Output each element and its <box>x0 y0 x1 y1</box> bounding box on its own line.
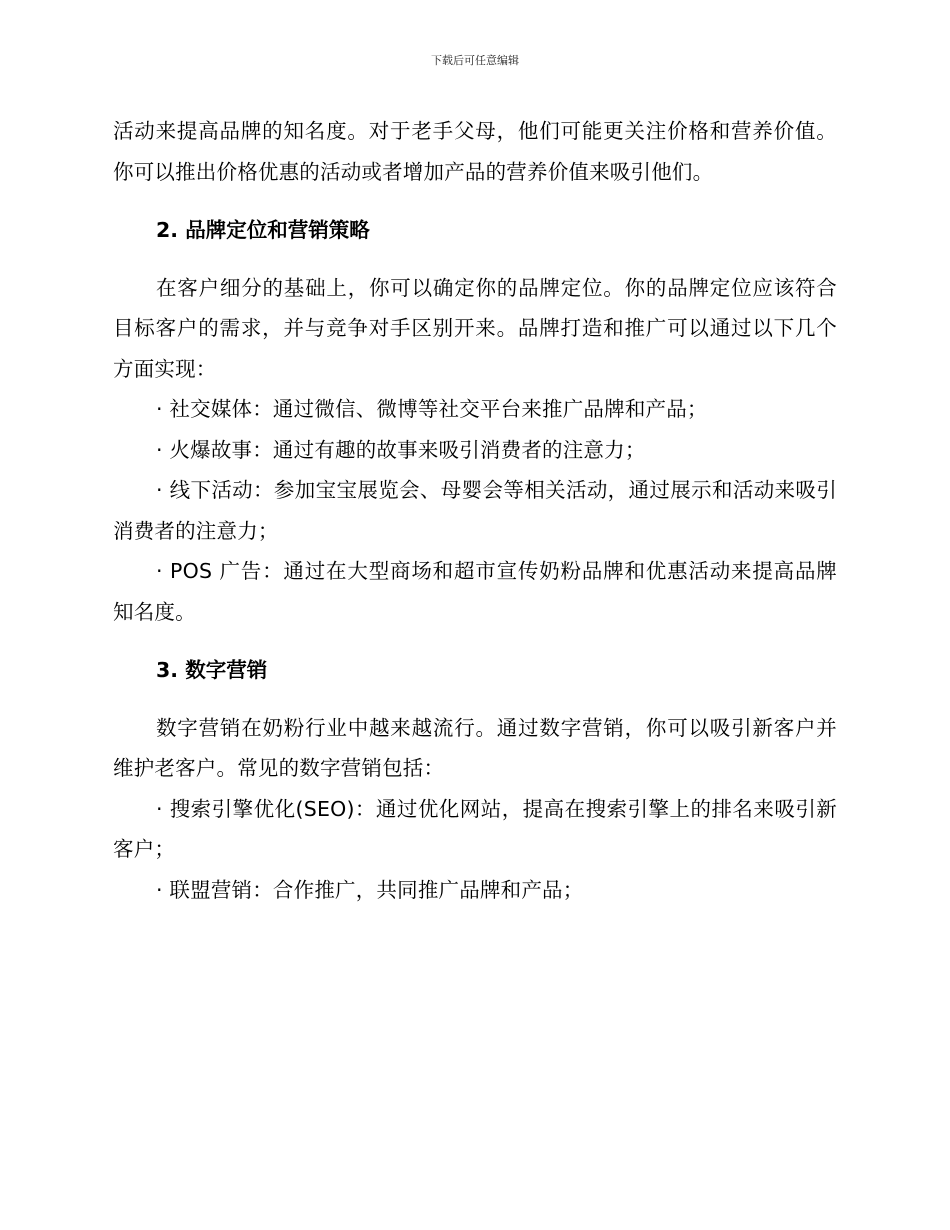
section-2-paragraph: 在客户细分的基础上，你可以确定你的品牌定位。你的品牌定位应该符合目标客户的需求，并与竞争对手区别开来。品牌打造和推广可以通过以下几个方面实现： <box>113 275 837 381</box>
bullet-viral-story: · 火爆故事：通过有趣的故事来吸引消费者的注意力； <box>156 437 646 462</box>
bullet-affiliate-marketing: · 联盟营销：合作推广，共同推广品牌和产品； <box>156 877 584 902</box>
section-3-paragraph: 数字营销在奶粉行业中越来越流行。通过数字营销，你可以吸引新客户并维护老客户。常见的数字营销包括： <box>113 715 837 780</box>
section-3-heading: 3. 数字营销 <box>156 657 268 682</box>
section-2-heading: 2. 品牌定位和营销策略 <box>156 217 370 242</box>
bullet-offline-events: · 线下活动：参加宝宝展览会、母婴会等相关活动，通过展示和活动来吸引消费者的注意力； <box>113 478 837 543</box>
bullet-social-media: · 社交媒体：通过微信、微博等社交平台来推广品牌和产品； <box>156 397 708 421</box>
bullet-pos-ads: · POS 广告：通过在大型商场和超市宣传奶粉品牌和优惠活动来提高品牌知名度。 <box>113 559 837 624</box>
intro-paragraph: 活动来提高品牌的知名度。对于老手父母，他们可能更关注价格和营养价值。你可以推出价格优惠的活动或者增加产品的营养价值来吸引他们。 <box>113 119 837 184</box>
page-header: 下载后可任意编辑 <box>431 54 519 67</box>
document-body <box>113 111 837 910</box>
bullet-seo: · 搜索引擎优化(SEO)：通过优化网站，提高在搜索引擎上的排名来吸引新客户； <box>113 796 837 861</box>
